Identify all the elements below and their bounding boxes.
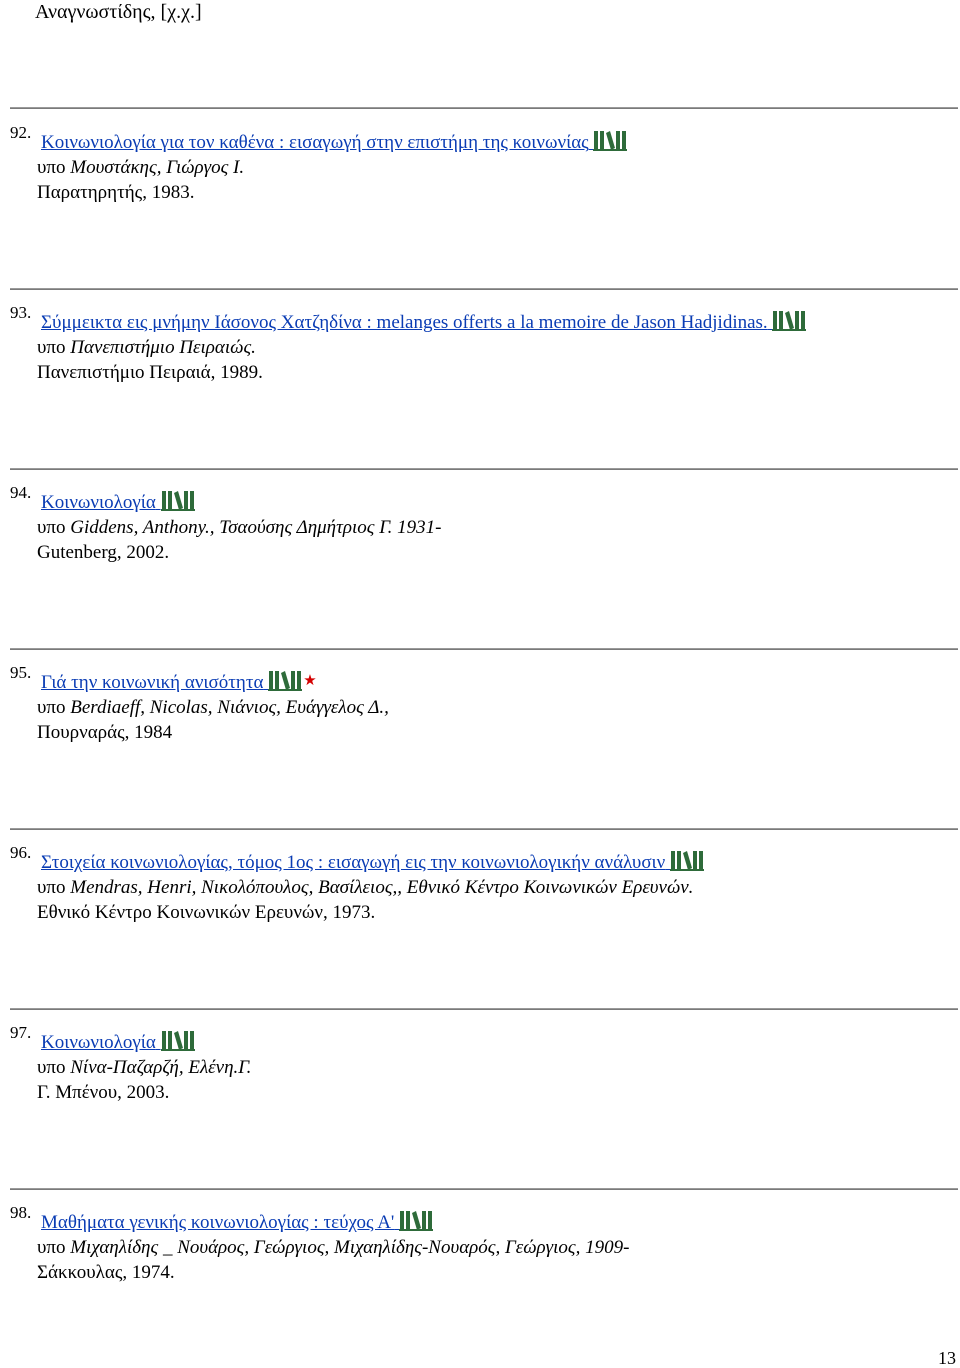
book-stack-icon[interactable] bbox=[161, 1029, 195, 1057]
book-stack-icon[interactable] bbox=[268, 669, 302, 697]
previous-entry-publication: Αναγνωστίδης, [χ.χ.] bbox=[35, 1, 202, 23]
star-icon: ★ bbox=[303, 673, 317, 689]
page-number: 13 bbox=[938, 1348, 956, 1368]
entry-number: 98. bbox=[10, 1203, 32, 1222]
entry-title-link[interactable]: Στοιχεία κοινωνιολογίας, τόμος 1ος : εισαγωγή εις την κοινωνιολογικήν ανάλυσιν bbox=[41, 852, 666, 873]
entry-number: 92. bbox=[10, 123, 32, 142]
entry-publication: Γ. Μπένου, 2003. bbox=[37, 1082, 170, 1103]
entry-title-line bbox=[41, 1209, 433, 1237]
entry-author-line bbox=[37, 337, 256, 359]
entry-title-line bbox=[41, 129, 627, 157]
author-prefix: υπο bbox=[37, 1237, 66, 1258]
separator bbox=[10, 107, 958, 109]
author-prefix: υπο bbox=[37, 877, 66, 898]
entry-title-link[interactable]: Κοινωνιολογία για τον καθένα : εισαγωγή στην επιστήμη της κοινωνίας bbox=[41, 132, 589, 153]
entry-publication: Εθνικό Κέντρο Κοινωνικών Ερευνών, 1973. bbox=[37, 902, 376, 923]
book-stack-icon[interactable] bbox=[593, 129, 627, 157]
author-name: Mendras, Henri, Νικολόπουλος, Βασίλειος,, Εθνικό Κέντρο Κοινωνικών Ερευνών. bbox=[70, 877, 694, 898]
book-stack-icon[interactable] bbox=[399, 1209, 433, 1237]
separator bbox=[10, 828, 958, 830]
author-name: Giddens, Anthony., Τσαούσης Δημήτριος Γ. 1931- bbox=[70, 517, 442, 538]
entry-number: 93. bbox=[10, 303, 32, 322]
entry-number: 95. bbox=[10, 663, 32, 682]
entry-title-line bbox=[41, 489, 195, 517]
book-stack-icon[interactable] bbox=[670, 849, 704, 877]
entry-title-line bbox=[41, 669, 317, 697]
separator bbox=[10, 1188, 958, 1190]
bibliography-entry bbox=[0, 123, 960, 213]
entry-author-line bbox=[37, 157, 244, 179]
author-prefix: υπο bbox=[37, 697, 66, 718]
entry-title-link[interactable]: Σύμμεικτα εις μνήμην Ιάσονος Χατζηδίνα : melanges offerts a la memoire de Jason Hadjidinas. bbox=[41, 312, 768, 333]
entry-number: 96. bbox=[10, 843, 32, 862]
author-name: Berdiaeff, Nicolas, Νιάνιος, Ευάγγελος Δ., bbox=[70, 697, 389, 718]
entry-publication: Gutenberg, 2002. bbox=[37, 542, 170, 563]
bibliography-entry bbox=[0, 483, 960, 573]
book-stack-icon[interactable] bbox=[161, 489, 195, 517]
author-name: Νίνα-Παζαρζή, Ελένη.Γ. bbox=[70, 1057, 252, 1078]
separator bbox=[10, 288, 958, 290]
author-name: Μουστάκης, Γιώργος Ι. bbox=[70, 157, 245, 178]
entry-title-link[interactable]: Γιά την κοινωνική ανισότητα bbox=[41, 672, 264, 693]
author-name: Πανεπιστήμιο Πειραιώς. bbox=[70, 337, 256, 358]
entry-title-link[interactable]: Μαθήματα γενικής κοινωνιολογίας : τεύχος Α' bbox=[41, 1212, 395, 1233]
book-stack-icon[interactable] bbox=[772, 309, 806, 337]
entry-title-line bbox=[41, 309, 806, 337]
entry-author-line bbox=[37, 697, 389, 719]
entry-author-line bbox=[37, 1057, 251, 1079]
entry-title-link[interactable]: Κοινωνιολογία bbox=[41, 1032, 156, 1053]
entry-title-line bbox=[41, 849, 704, 877]
entry-number: 94. bbox=[10, 483, 32, 502]
entry-title-link[interactable]: Κοινωνιολογία bbox=[41, 492, 156, 513]
author-prefix: υπο bbox=[37, 337, 66, 358]
entry-author-line bbox=[37, 1237, 629, 1259]
entry-author-line bbox=[37, 517, 441, 539]
bibliography-entry bbox=[0, 1023, 960, 1113]
author-name: Μιχαηλίδης _ Νουάρος, Γεώργιος, Μιχαηλίδης-Νουαρός, Γεώργιος, 1909- bbox=[70, 1237, 630, 1258]
author-prefix: υπο bbox=[37, 517, 66, 538]
author-prefix: υπο bbox=[37, 1057, 66, 1078]
bibliography-entry bbox=[0, 843, 960, 933]
bibliography-entry bbox=[0, 663, 960, 753]
separator bbox=[10, 648, 958, 650]
separator bbox=[10, 1008, 958, 1010]
entry-publication: Σάκκουλας, 1974. bbox=[37, 1262, 175, 1283]
entry-title-line bbox=[41, 1029, 195, 1057]
bibliography-entry bbox=[0, 1203, 960, 1293]
separator bbox=[10, 468, 958, 470]
author-prefix: υπο bbox=[37, 157, 66, 178]
entry-author-line bbox=[37, 877, 693, 899]
entry-number: 97. bbox=[10, 1023, 32, 1042]
bibliography-entry bbox=[0, 303, 960, 393]
entry-publication: Παρατηρητής, 1983. bbox=[37, 182, 195, 203]
entry-publication: Πανεπιστήμιο Πειραιά, 1989. bbox=[37, 362, 263, 383]
entry-publication: Πουρναράς, 1984 bbox=[37, 722, 173, 743]
